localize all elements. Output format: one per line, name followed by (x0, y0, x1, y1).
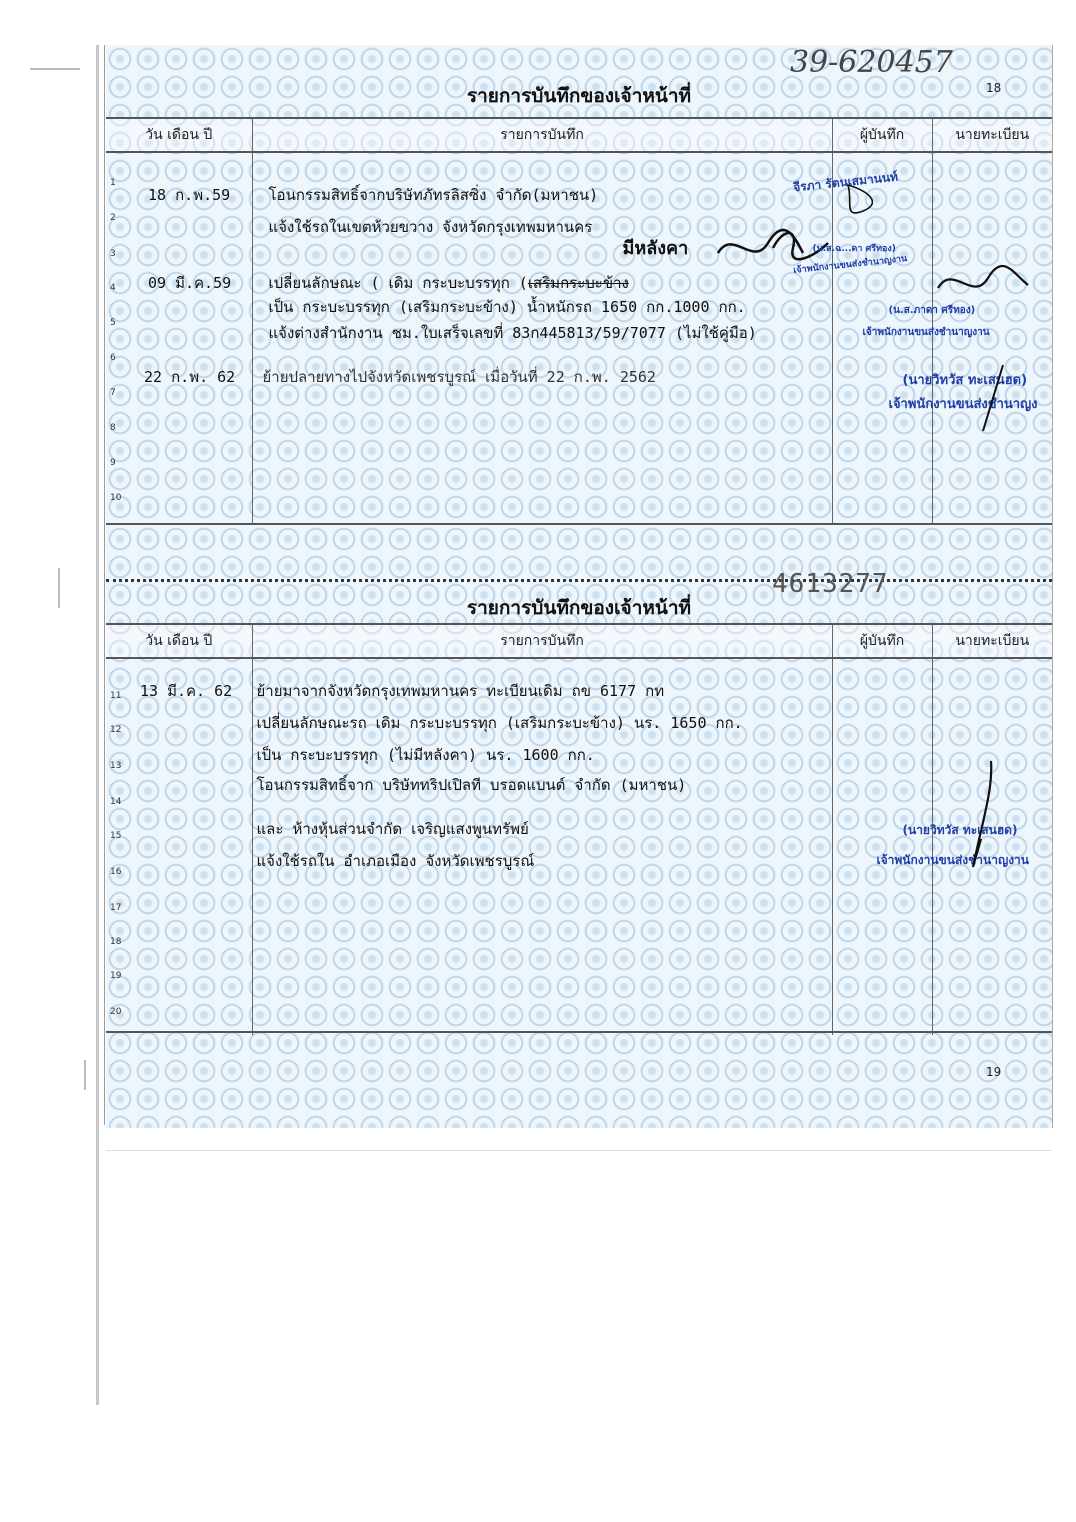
record-table (106, 117, 1052, 527)
line-number: 16 (110, 867, 122, 877)
column-header-record: รายการบันทึก (252, 624, 832, 658)
record-sheet-1 (106, 45, 1053, 525)
entry-date: 09 มี.ค.59 (148, 274, 232, 292)
line-number: 18 (110, 937, 122, 947)
record-column (252, 152, 832, 524)
registrar-stamp-name: (นายวิทวัส ทะเสนฮด) (902, 373, 1028, 388)
line-number: 4 (110, 283, 116, 293)
line-number: 7 (110, 388, 116, 398)
page-number: 19 (986, 1065, 1002, 1079)
record-column (252, 658, 832, 1032)
sheet-title: รายการบันทึกของเจ้าหน้าที่ (466, 85, 692, 107)
handwritten-note: มีหลังคา (622, 238, 689, 259)
entry-text: แจ้งใช้รถในเขตห้วยขวาง จังหวัดกรุงเทพมหานคร (268, 218, 593, 236)
line-number: 19 (110, 971, 122, 981)
line-number: 20 (110, 1007, 122, 1017)
printed-doc-number: 4613277 (772, 569, 889, 599)
entry-text: เปลี่ยนลักษณะรถ เดิม กระบะบรรทุก (เสริมกระบะข้าง) นร. 1650 กก. (256, 714, 743, 732)
entry-text: เป็น กระบะบรรทุก (ไม่มีหลังคา) นร. 1600 กก. (256, 746, 595, 764)
handwritten-doc-number: 39-620457 (790, 45, 953, 80)
scan-artifact (30, 68, 80, 70)
entry-text: ย้ายปลายทางไปจังหวัดเพชรบูรณ์ เมื่อวันที่ 22 ก.พ. 2562 (262, 368, 656, 386)
paper-crease (106, 1150, 1052, 1151)
column-header-date: วัน เดือน ปี (106, 118, 252, 152)
registrar-stamp-name: (นายวิทวัส ทะเสนฮด) (902, 823, 1018, 837)
column-header-date: วัน เดือน ปี (106, 624, 252, 658)
record-sheet-2 (106, 525, 1053, 1128)
line-number: 13 (110, 761, 122, 771)
line-number: 1 (110, 178, 116, 188)
registrar-stamp: เจ้าพนักงานขนส่งชำนาญงาน (862, 327, 990, 338)
registrar-stamp-title: เจ้าพนักงานขนส่งชำนาญง (888, 397, 1038, 412)
entry-text: แจ้งใช้รถใน อำเภอเมือง จังหวัดเพชรบูรณ์ (256, 852, 535, 870)
page-edge-line (104, 45, 105, 1125)
perforation-line (106, 579, 1052, 582)
scan-artifact (84, 1060, 86, 1090)
line-number: 2 (110, 213, 116, 223)
line-number: 15 (110, 831, 122, 841)
entry-text: ย้ายมาจากจังหวัดกรุงเทพมหานคร ทะเบียนเดิม ถข 6177 กท (256, 682, 665, 700)
entry-text: แจ้งต่างสำนักงาน ชม.ใบเสร็จเลขที่ 83ก445813/59/7077 (ไม่ใช้คู่มือ) (268, 324, 757, 342)
registrar-stamp: (น.ส.ภาดา ศรีทอง) (888, 305, 976, 316)
registrar-stamp-title: เจ้าพนักงานขนส่งชำนาญงาน (876, 853, 1029, 867)
line-number: 9 (110, 458, 116, 468)
entry-text: โอนกรรมสิทธิ์จากบริษัทภัทรลิสซิ่ง จำกัด(มหาชน) (268, 186, 599, 204)
date-column (106, 658, 252, 1032)
entry-date: 22 ก.พ. 62 (144, 368, 236, 386)
line-number: 5 (110, 318, 116, 328)
date-column (106, 152, 252, 524)
recorder-column (832, 658, 932, 1032)
signature (933, 263, 1033, 303)
column-header-recorder: ผู้บันทึก (832, 624, 932, 658)
recorder-stamp: (น.ส.ฉ...ดา ศรีทอง) (812, 244, 896, 254)
entry-text: โอนกรรมสิทธิ์จาก บริษัททริปเปิลที บรอดแบนด์ จำกัด (มหาชน) (256, 776, 687, 794)
page-number: 18 (986, 81, 1002, 95)
line-number: 14 (110, 797, 122, 807)
column-header-registrar: นายทะเบียน (932, 118, 1052, 152)
recorder-stamp-title: เจ้าพนักงานขนส่งชำนาญงาน (792, 254, 908, 276)
registrar-column (862, 152, 1052, 524)
line-number: 17 (110, 903, 122, 913)
signature (973, 363, 1013, 433)
recorder-stamp-name: จีรภา รัตนเสมานนท์ (792, 169, 899, 195)
registrar-column (876, 658, 1052, 1032)
entry-text: และ ห้างหุ้นส่วนจำกัด เจริญแสงพูนทรัพย์ (256, 820, 529, 838)
scan-artifact (58, 568, 60, 608)
line-number: 12 (110, 725, 122, 735)
page-edge-shadow (96, 45, 99, 1405)
entry-text: เป็น กระบะบรรทุก (เสริมกระบะข้าง) น้ำหนักรถ 1650 กก.1000 กก. (268, 298, 746, 316)
entry-text: เปลี่ยนลักษณะ ( เดิม กระบะบรรทุก (เสริมกระบะข้าง (268, 274, 629, 292)
column-header-recorder: ผู้บันทึก (832, 118, 932, 152)
line-number: 10 (110, 493, 122, 503)
line-number: 3 (110, 249, 116, 259)
entry-date: 18 ก.พ.59 (148, 186, 231, 204)
column-header-registrar: นายทะเบียน (932, 624, 1052, 658)
line-number: 6 (110, 353, 116, 363)
record-table (106, 623, 1052, 1035)
sheet-title: รายการบันทึกของเจ้าหน้าที่ (466, 597, 692, 619)
line-number: 11 (110, 691, 122, 701)
entry-date: 13 มี.ค. 62 (140, 682, 233, 700)
line-number: 8 (110, 423, 116, 433)
signature (963, 759, 1003, 869)
signature (833, 181, 873, 225)
column-header-record: รายการบันทึก (252, 118, 832, 152)
